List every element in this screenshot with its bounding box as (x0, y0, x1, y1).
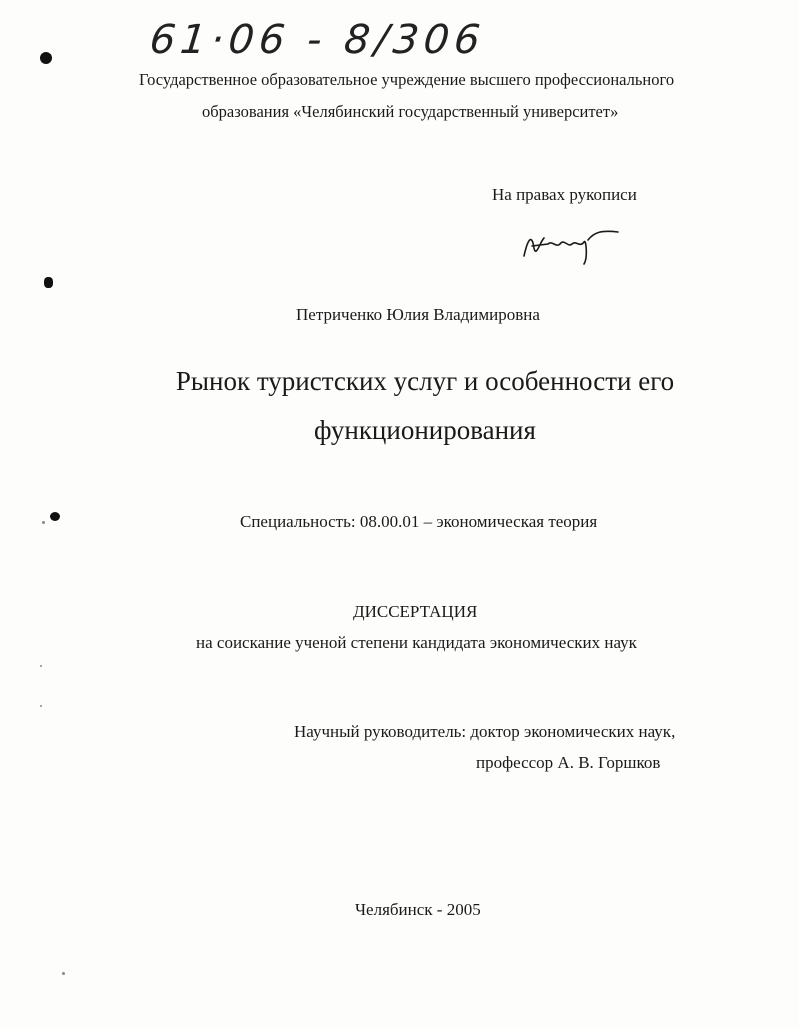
signature-drawing (518, 218, 628, 268)
document-type: ДИССЕРТАЦИЯ (353, 602, 478, 621)
archive-code: 61·06 - 8/306 (147, 17, 488, 63)
specialty: Специальность: 08.00.01 – экономическая теория (240, 512, 598, 531)
thesis-title-line-2: функционирования (314, 415, 536, 445)
city-year: Челябинск - 2005 (355, 900, 481, 919)
author-name: Петриченко Юлия Владимировна (296, 305, 540, 324)
supervisor-line-2: профессор А. В. Горшков (476, 753, 661, 772)
scan-speck-1 (42, 521, 45, 524)
punch-mark-2 (44, 277, 53, 288)
manuscript-rights: На правах рукописи (492, 185, 637, 204)
scan-speck-4 (62, 972, 65, 975)
institution-line-1: Государственное образовательное учреждение высшего профессионального (139, 70, 675, 89)
degree-purpose: на соискание ученой степени кандидата экономических наук (196, 633, 637, 652)
punch-mark-1 (40, 52, 52, 64)
author-signature (518, 218, 628, 268)
institution-line-2: образования «Челябинский государственный университет» (202, 102, 619, 121)
punch-mark-3 (50, 512, 60, 521)
thesis-title-line-1: Рынок туристских услуг и особенности его (175, 366, 675, 396)
scan-speck-3 (40, 705, 42, 707)
scan-speck-2 (40, 665, 42, 667)
supervisor-line-1: Научный руководитель: доктор экономических наук, (294, 722, 676, 741)
